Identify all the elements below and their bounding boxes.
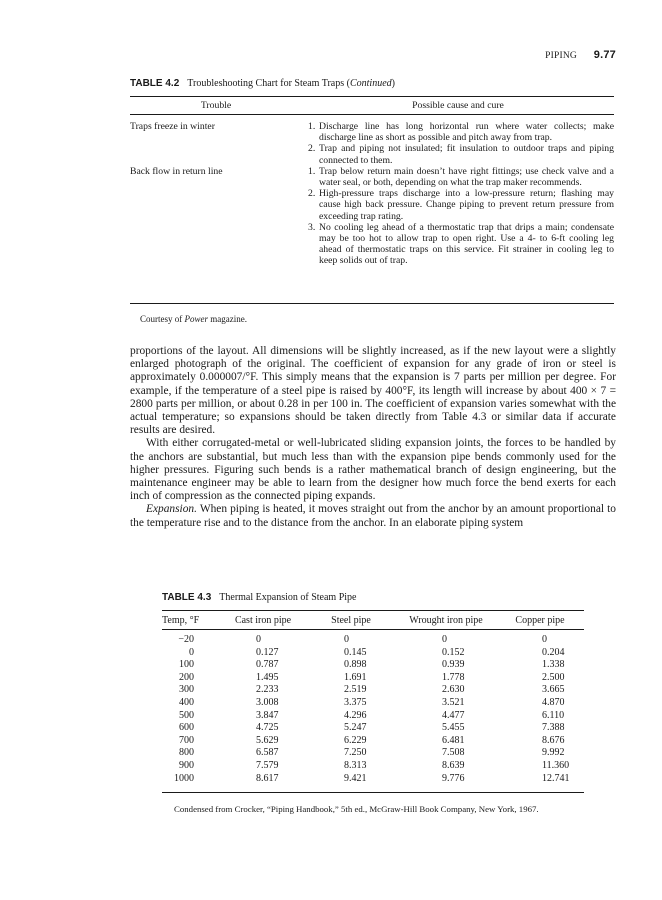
steel-cell: 9.421 — [344, 772, 367, 784]
wrought-iron-cell: 7.508 — [442, 747, 465, 759]
table-4-3-caption — [162, 592, 356, 603]
table-4-2-header — [130, 98, 614, 114]
cast-iron-cell: 0.127 — [256, 646, 279, 658]
paragraph: With either corrugated-metal or well-lubricated sliding expansion joints, the forces to be handled by the anchors are substantial, but much less than with the expansion pipe bends commonly used for the higher pressures. Figuring such bends is a rather mathematical branch of design engineering, but the maintenance engineer may be able to learn from the designer how much force the bend exerts for each inch of compression as the connected piping expands. — [130, 437, 616, 503]
cast-iron-cell: 5.629 — [256, 734, 279, 746]
copper-cell: 6.110 — [542, 709, 565, 721]
steel-cell: 4.296 — [344, 709, 367, 721]
table-4-3-source-note: Condensed from Crocker, “Piping Handbook,” 5th ed., McGraw-Hill Book Company, New York, 1967. — [174, 804, 539, 814]
temp-cell: 200 — [179, 671, 194, 683]
column-header-cause: Possible cause and cure — [412, 100, 504, 112]
cast-iron-cell: 3.847 — [256, 709, 279, 721]
wrought-iron-cell: 0.152 — [442, 646, 465, 658]
column-header-cast-iron: Cast iron pipe — [234, 615, 292, 626]
steel-cell: 6.229 — [344, 734, 367, 746]
temp-cell: 0 — [189, 646, 194, 658]
temp-cell: 300 — [179, 684, 194, 696]
wrought-iron-cell: 3.521 — [442, 696, 465, 708]
trouble-cell: Traps freeze in winter — [130, 121, 215, 132]
copper-cell: 0 — [542, 634, 547, 645]
wrought-iron-cell: 1.778 — [442, 671, 465, 683]
table-4-3-number: TABLE 4.3 — [162, 592, 212, 603]
wrought-iron-cell: 2.630 — [442, 684, 465, 696]
copper-cell: 2.500 — [542, 671, 565, 683]
temp-cell: 600 — [179, 722, 194, 734]
copper-cell: 0.204 — [542, 646, 565, 658]
cast-iron-cell: 2.233 — [256, 684, 279, 696]
temp-cell: 900 — [179, 759, 194, 771]
cause-list — [308, 166, 614, 267]
cast-iron-cell: 0.787 — [256, 659, 279, 671]
table-4-2-top-rule — [130, 96, 614, 97]
table-4-3-title: Thermal Expansion of Steam Pipe — [219, 592, 357, 603]
running-head-section: PIPING — [545, 51, 577, 61]
copper-cell: 7.388 — [542, 722, 565, 734]
steel-cell: 0 — [344, 634, 349, 645]
wrought-iron-cell: 8.639 — [442, 759, 465, 771]
temp-cell: 500 — [179, 709, 194, 721]
table-4-2-caption — [130, 78, 395, 89]
paragraph: proportions of the layout. All dimensions will be slightly increased, as if the new layout were a slightly enlarged photograph of the original. The coefficient of expansion for any grade of iron or steel is approximately 0.000007/°F. This simply means that the expansion is 7 parts per million per degree. For example, if the temperature of a steel pipe is raised by 400°F, its length will increase by about 400 × 7 = 2800 parts per million, or about 0.28 in per 100 in. The coefficient of expansion varies somewhat with the actual temperature; so expansions should be taken directly from Table 4.3 or similar data if accurate results are desired. — [130, 345, 616, 437]
thermal-expansion-table — [162, 612, 584, 785]
column-header-temp: Temp, °F — [162, 615, 200, 626]
table-4-3-header — [162, 612, 584, 630]
steel-cell: 3.375 — [344, 696, 367, 708]
steel-cell: 0.145 — [344, 646, 367, 658]
cast-iron-cell: 6.587 — [256, 747, 279, 759]
wrought-iron-cell: 5.455 — [442, 722, 465, 734]
trouble-cell: Back flow in return line — [130, 165, 223, 177]
cast-iron-cell: 1.495 — [256, 671, 279, 683]
steel-cell: 5.247 — [344, 722, 367, 734]
copper-cell: 11.360 — [542, 759, 570, 771]
table-4-3-top-rule — [162, 610, 584, 611]
cause-item: 3. No cooling leg ahead of a thermostatic trap that drips a main; condensate may be too hot to allow trap to open right. Use a 4- to 6-ft cooling leg ahead of thermostatic traps on this service. Fit strainer in cooling leg to keep solids out of trap. — [308, 221, 614, 267]
running-head — [545, 49, 616, 61]
copper-cell: 1.338 — [542, 659, 565, 671]
temp-cell: 800 — [179, 747, 194, 759]
temp-cell: 400 — [179, 696, 194, 708]
table-row — [130, 121, 614, 166]
magazine-name: Power — [184, 314, 208, 324]
copper-cell: 4.870 — [542, 696, 565, 708]
body-text — [130, 345, 616, 530]
steel-cell: 0.898 — [344, 659, 367, 671]
cause-item: 1. Trap below return main doesn’t have right fittings; use check valve and a water seal, or both, depending on what the trap maker recommends. — [308, 165, 614, 189]
cast-iron-cell: 0 — [256, 634, 261, 645]
wrought-iron-cell: 0 — [442, 634, 447, 645]
paragraph: Expansion. When piping is heated, it moves straight out from the anchor by an amount proportional to the temperature rise and to the distance from the anchor. In an elaborate piping system — [130, 503, 616, 529]
run-in-heading: Expansion. — [146, 503, 197, 516]
steel-cell: 8.313 — [344, 759, 367, 771]
table-4-2-title: Troubleshooting Chart for Steam Traps ( — [187, 78, 350, 89]
table-4-2-courtesy-note: Courtesy of Power magazine. — [140, 314, 247, 324]
table-4-2-title-close: ) — [391, 78, 395, 89]
troubleshooting-table — [130, 98, 614, 267]
cause-item: 1. Discharge line has long horizontal run where water collects; make discharge line as short as possible and pitch away from trap. — [308, 121, 614, 144]
column-header-wrought-iron: Wrought iron pipe — [409, 615, 483, 626]
table-4-2-bottom-rule — [130, 303, 614, 304]
steel-cell: 1.691 — [344, 671, 367, 683]
table-4-2-continued: Continued — [349, 78, 392, 89]
table-row — [130, 166, 614, 267]
copper-cell: 9.992 — [542, 747, 565, 759]
column-header-copper: Copper pipe — [515, 615, 565, 626]
copper-cell: 12.741 — [542, 772, 570, 784]
table-4-3-body — [162, 634, 584, 785]
steel-cell: 7.250 — [344, 747, 367, 759]
cast-iron-cell: 7.579 — [256, 759, 279, 771]
temp-cell: 700 — [179, 734, 194, 746]
table-4-3-bottom-rule — [162, 792, 584, 793]
cast-iron-cell: 3.008 — [256, 696, 279, 708]
column-header-steel: Steel pipe — [331, 615, 371, 626]
temp-cell: 100 — [179, 659, 194, 671]
copper-cell: 3.665 — [542, 684, 565, 696]
cast-iron-cell: 8.617 — [256, 772, 279, 784]
column-header-trouble: Trouble — [200, 100, 232, 112]
temp-cell: 1000 — [174, 772, 194, 784]
cast-iron-cell: 4.725 — [256, 722, 279, 734]
cause-item: 2. Trap and piping not insulated; fit insulation to outdoor traps and piping connected to them. — [308, 143, 614, 166]
copper-cell: 8.676 — [542, 734, 565, 746]
wrought-iron-cell: 6.481 — [442, 734, 465, 746]
temp-cell: −20 — [178, 634, 194, 645]
wrought-iron-cell: 9.776 — [442, 772, 465, 784]
wrought-iron-cell: 0.939 — [442, 659, 465, 671]
cause-item: 2. High-pressure traps discharge into a low-pressure return; flashing may cause high back pressure. Change piping to prevent return pressure from exceeding trap rating. — [308, 188, 614, 222]
cause-list — [308, 121, 614, 166]
steel-cell: 2.519 — [344, 684, 367, 696]
page-number: 9.77 — [593, 49, 616, 61]
wrought-iron-cell: 4.477 — [442, 709, 465, 721]
table-4-2-number: TABLE 4.2 — [130, 78, 180, 89]
